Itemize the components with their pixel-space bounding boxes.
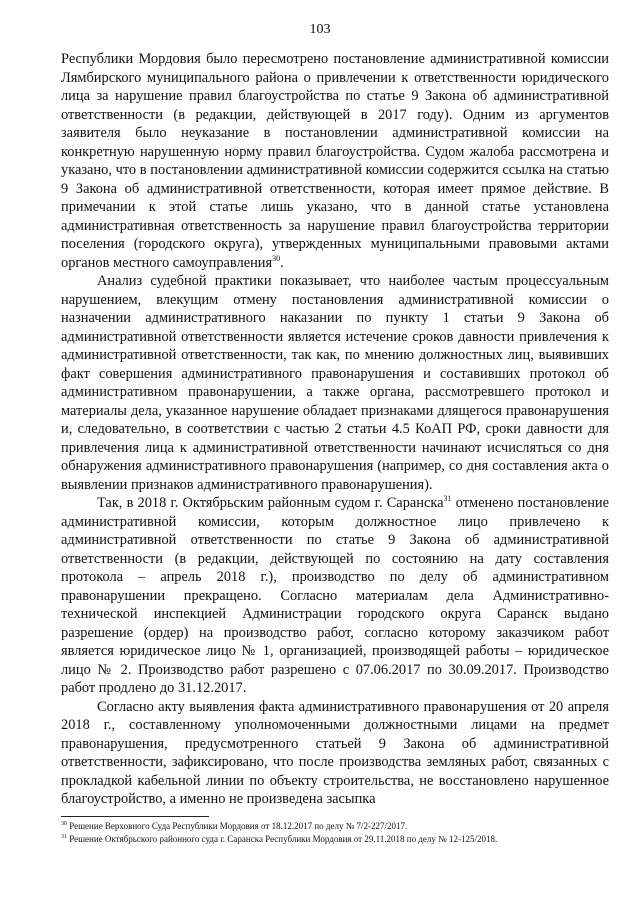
footnotes: [61, 816, 609, 846]
paragraph-4: [61, 698, 609, 809]
paragraph-2: [61, 272, 609, 494]
page-number: 103: [309, 22, 331, 37]
footnote-30-text: Решение Верховного Суда Республики Мордовия от 18.12.2017 по делу № 7/2-227/2017.: [67, 821, 408, 831]
paragraph-1-tail: .: [280, 254, 284, 271]
footnote-ref-30[interactable]: 30: [272, 253, 281, 263]
paragraph-2-text: Анализ судебной практики показывает, что наиболее частым процессуальным нарушением, влекущим отмену постановления административной комиссии о назначении административного наказании по пункту 1 статьи 9 Закона об административной ответственности является истечение сроков давности привлечения к административной ответственности, так как, по мнению должностных лиц, выявивших факт совершения административного правонарушения и составивших протокол об административном правонарушении, а также органа, рассмотревшего протокол и материалы дела, указанное нарушение обладает признаками длящегося правонарушения и, следовательно, в соответствии с частью 2 статьи 4.5 КоАП РФ, сроки давности для привлечения лица к административной ответственности начинают исчисляться со дня обнаружения административного правонарушения (например, со дня составления акта о выявлении признаков административного правонарушения).: [61, 273, 609, 493]
footnote-30: [61, 820, 609, 833]
footnote-31-text: Решение Октябрьского районного суда г. Саранска Республики Мордовия от 29.11.2018 по делу № 12-125/2018.: [67, 834, 498, 844]
paragraph-3-tail: отменено постановление административной комиссии, которым должностное лицо привлечено к административной ответственности по статье 9 Закона об административной ответственности (в редакции, действующей по состоянию на дату составления протокола – апрель 2018 г.), производство по делу об административном правонарушении прекращено. Согласно материалам дела Административно-технической инспекцией Администрации городского округа Саранск выдано разрешение (ордер) на производство работ, согласно которому заказчиком работ является юридическое лицо № 1, организацией, производящей работы – юридическое лицо № 2. Производство работ разрешено с 07.06.2017 по 30.09.2017. Производство работ продлено до 31.12.2017.: [61, 495, 609, 696]
paragraph-3: [61, 494, 609, 698]
paragraph-3-text: Так, в 2018 г. Октябрьским районным судом г. Саранска: [97, 495, 444, 511]
footnote-mark-31: 31: [61, 834, 67, 840]
footnote-divider: [61, 816, 209, 817]
footnote-mark-30: 30: [61, 821, 67, 827]
body-text: [61, 50, 609, 809]
footnote-ref-31[interactable]: 31: [443, 494, 452, 504]
paragraph-1-text: Республики Мордовия было пересмотрено постановление административной комиссии Лямбирского муниципального района о привлечении к ответственности юридического лица за нарушение правил благоустройства по статье 9 Закона об административной ответственности (в редакции, действующей в 2017 году). Одним из аргументов заявителя было неуказание в постановлении административной комиссии на конкретную нарушенную норму правил благоустройства. Судом жалоба рассмотрена и указано, что в постановлении административной комиссии содержится ссылка на статью 9 Закона об административной ответственности, которая имеет прямое действие. В примечании к этой статье лишь указано, что в данной статье установлена административная ответственность за нарушение правил благоустройства территории поселения (городского округа), утвержденных муниципальными правовыми актами органов местного самоуправления: [61, 51, 609, 271]
footnote-31: [61, 833, 609, 846]
paragraph-4-text: Согласно акту выявления факта административного правонарушения от 20 апреля 2018 г., составленному уполномоченными должностными лицами на предмет правонарушения, предусмотренного статьей 9 Закона об административной ответственности, зафиксировано, что после производства земляных работ, связанных с прокладкой кабельной линии по объекту строительства, не восстановлено нарушенное благоустройство, а именно не произведена засыпка: [61, 698, 609, 807]
paragraph-1: [61, 50, 609, 272]
